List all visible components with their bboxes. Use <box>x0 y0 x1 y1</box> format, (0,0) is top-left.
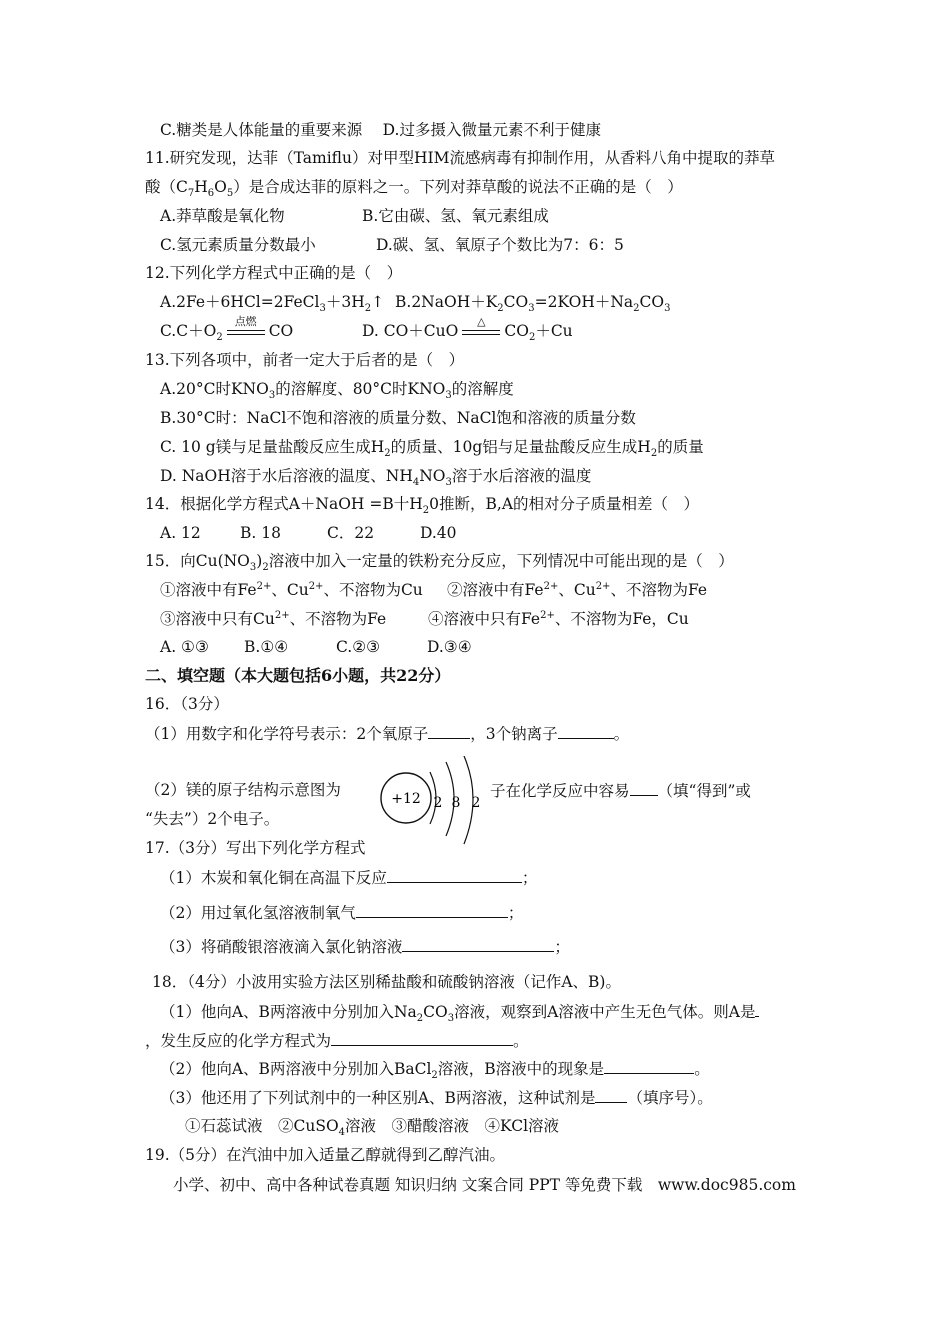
q10-options-cd: C.糖类是人体能量的重要来源 D.过多摄入微量元素不利于健康 <box>160 121 601 139</box>
q18-part1-line2: ，发生反应的化学方程式为 。 <box>145 1032 529 1050</box>
answer-blank[interactable] <box>558 723 614 739</box>
q18-part2: （2）他向A、B两溶液中分别加入BaCl$_2$溶液，B溶液中的现象是 。 <box>160 1060 710 1082</box>
q14-stem: 14．根据化学方程式A＋NaOH =B十$H_20$推断，B,A的相对分子质量相差（ ） <box>145 495 700 517</box>
answer-blank[interactable] <box>604 1058 694 1074</box>
q11-stem-line2: 酸$(C_7H_6O_5)$是合成达菲的原料之一。下列对莽草酸的说法不正确的是（ ） <box>145 178 683 200</box>
q17-part2: （2）用过氧化氢溶液制氧气 ； <box>160 904 524 922</box>
q12-option-a: $A.2Fe+6HCl=2FeCl_3+3H_2↑$ <box>160 293 385 315</box>
answer-blank[interactable] <box>428 723 470 739</box>
q12-option-c: $C.C+O_2$ 点燃 CO <box>160 315 294 344</box>
q11-option-d: D.碳、氢、氧原子个数比为7：6：5 <box>376 236 624 254</box>
answer-blank[interactable] <box>755 1001 759 1017</box>
shell-2-count: 8 <box>451 795 461 811</box>
q19-stem: 19.（5分）在汽油中加入适量乙醇就得到乙醇汽油。 <box>145 1146 506 1164</box>
q17-part3: （3）将硝酸银溶液滴入氯化钠溶液 ； <box>160 938 570 956</box>
q15-stem: 15．向$Cu(NO_3)_2$溶液中加入一定量的铁粉充分反应，下列情况中可能出现的是（ ） <box>145 552 734 574</box>
q12-option-b: $B.2NaOH+K_2CO_3=2KOH+Na_2CO_3$ <box>395 293 671 315</box>
q18-part3: （3）他还用了下列试剂中的一种区别A、B两溶液，这种试剂是 （填序号）。 <box>160 1089 713 1107</box>
page-footer: 小学、初中、高中各种试卷真题 知识归纳 文案合同 PPT 等免费下载 www.doc985.com <box>173 1176 796 1194</box>
magnesium-atom-structure-diagram <box>372 756 492 848</box>
q15-statement-4: ④溶液中只有$Fe^{2+}$、不溶物为Fe，Cu <box>428 609 689 628</box>
q18-heading: 18．（4分）小波用实验方法区别稀盐酸和硫酸钠溶液（记作A、B)。 <box>152 973 621 991</box>
q16-part2-line1: （2）镁的原子结构示意图为 <box>145 781 341 799</box>
condition-equals-sign: 点燃 <box>227 325 265 339</box>
q15-option-c: C.②③ <box>336 638 381 656</box>
shell-3-count: 2 <box>471 795 481 811</box>
q15-option-d: D.③④ <box>427 638 472 656</box>
q15-statement-3: ③溶液中只有$Cu^{2+}$、不溶物为Fe <box>160 609 387 628</box>
answer-blank[interactable] <box>331 1030 513 1046</box>
q13-option-c: C. 10 g镁与足量盐酸反应生成$H_2$的质量、10g铝与足量盐酸反应生成$H_2$的质量 <box>160 438 704 460</box>
q11-option-c: C.氢元素质量分数最小 <box>160 236 316 254</box>
q13-option-b: B.30°C时：NaCl不饱和溶液的质量分数、NaCl饱和溶液的质量分数 <box>160 409 636 427</box>
nucleus-charge: +12 <box>391 791 421 807</box>
q14-option-d: D.40 <box>420 524 457 542</box>
answer-blank[interactable] <box>356 902 508 918</box>
q18-reagent-options: ①石蕊试液 ②CuSO$_4$溶液 ③醋酸溶液 ④KCl溶液 <box>185 1117 560 1139</box>
q11-option-a: A.莽草酸是氧化物 <box>160 207 285 225</box>
q11-stem-line1: 11.研究发现，达菲（Tamiflu）对甲型HIM流感病毒有抑制作用，从香料八角中提取的莽草 <box>145 149 776 167</box>
q16-heading: 16．（3分） <box>145 695 229 713</box>
q17-heading: 17.（3分）写出下列化学方程式 <box>145 839 366 857</box>
q16-part2-line1-cont: 子在化学反应中容易 （填“得到”或 <box>490 782 751 800</box>
shell-1-count: 2 <box>433 795 443 811</box>
q13-stem: 13.下列各项中，前者一定大于后者的是（ ） <box>145 351 465 369</box>
q15-statement-1: ①溶液中有$Fe^{2+}$、$Cu^{2+}$、不溶物为Cu <box>160 580 423 599</box>
q15-option-b: B.①④ <box>244 638 289 656</box>
q16-part1: （1）用数字和化学符号表示：2个氧原子 ，3个钠离子 。 <box>145 725 630 743</box>
answer-blank[interactable] <box>402 936 554 952</box>
q14-option-b: B. 18 <box>240 524 281 542</box>
q18-part1-line1: （1）他向A、B两溶液中分别加入$Na_2CO_3$溶液，观察到A溶液中产生无色气体。则A是 <box>160 1001 759 1022</box>
answer-blank[interactable] <box>630 780 658 796</box>
answer-blank[interactable] <box>387 867 522 883</box>
q17-part1: （1）木炭和氧化铜在高温下反应 ； <box>160 869 538 887</box>
q15-option-a: A. ①③ <box>160 638 209 656</box>
q14-option-a: A. 12 <box>160 524 201 542</box>
q16-part2-line2: “失去”）2个电子。 <box>145 810 280 828</box>
q12-stem: 12.下列化学方程式中正确的是（ ） <box>145 264 403 282</box>
answer-blank[interactable] <box>595 1087 627 1103</box>
q15-statement-2: ②溶液中有$Fe^{2+}$、$Cu^{2+}$、不溶物为Fe <box>447 580 708 599</box>
q13-option-d: D. NaOH溶于水后溶液的温度、$NH_4NO_3$溶于水后溶液的温度 <box>160 467 592 489</box>
q13-option-a: A.20°C时$KNO_3$的溶解度、80°C时$KNO_3$的溶解度 <box>160 380 514 402</box>
section-heading: 二、填空题（本大题包括6小题，共22分） <box>145 666 451 685</box>
q14-option-c: C．22 <box>327 524 375 542</box>
q11-option-b: B.它由碳、氢、氧元素组成 <box>362 207 549 225</box>
q12-option-d: D. CO＋CuO △ $CO_2+Cu$ <box>362 315 573 344</box>
condition-equals-sign: △ <box>462 325 500 339</box>
